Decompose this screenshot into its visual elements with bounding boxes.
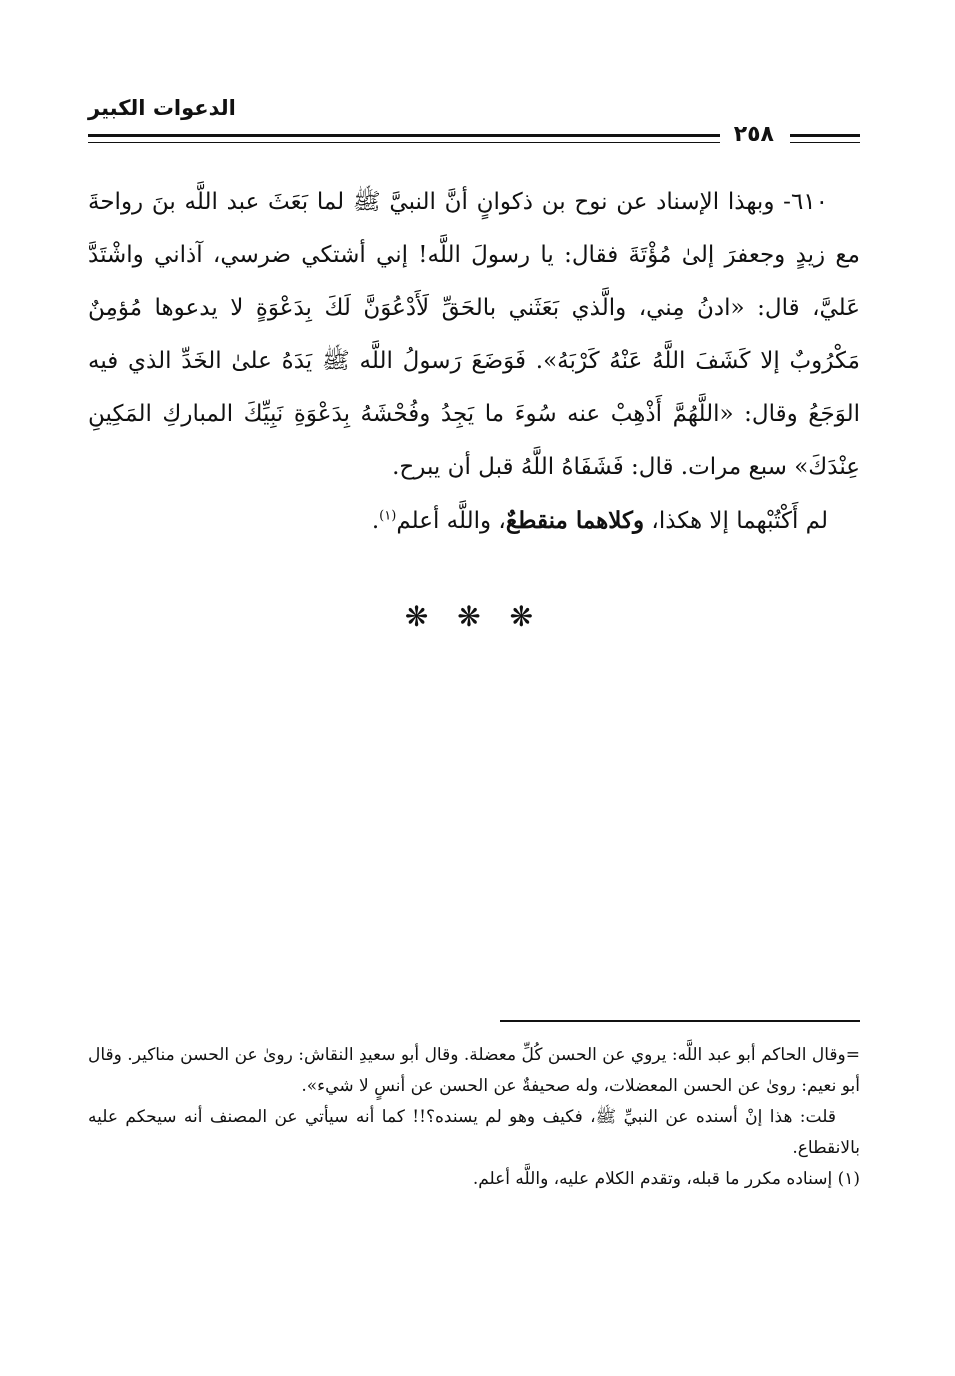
author-note-part1: لم أَكْتُبْهما إلا هكذا، xyxy=(644,508,828,534)
author-note-bold: وكلاهما منقطعٌ xyxy=(505,507,645,534)
running-book-title: الدعوات الكبير xyxy=(88,96,236,120)
header-rule-thick xyxy=(88,134,720,137)
footnote-continued: =وقال الحاكم أبو عبد اللَّه: يروي عن الحسن كُلِّ معضلة. وقال أبو سعيدِ النقاش: روىٰ عن الحسن مناكير. وقال أبو نعيم: روىٰ عن الحسن المعضلات، وله صحيفةٌ عن الحسن عن أنسٍ لا شيء». xyxy=(88,1045,860,1096)
page-header xyxy=(88,96,860,156)
author-note-part2: ، واللَّه أعلم xyxy=(396,508,506,534)
footnote-divider xyxy=(500,1020,860,1022)
author-note xyxy=(88,494,860,548)
footnotes xyxy=(88,1040,860,1195)
hadith-paragraph-610: ٦١٠- وبهذا الإسناد عن نوح بن ذكوانٍ أنَّ النبيَّ ﷺ لما بَعَثَ عبد اللَّه بنَ رواحةَ مع زيدٍ وجعفرَ إلىٰ مُؤْتَةَ فقال: يا رسولَ اللَّه! إني أشتكي ضرسي، آذاني واشْتَدَّ عَليَّ، قال: «ادنُ مِني، والَّذي بَعَثَني بالحَقِّ لَأَدْعُوَنَّ لَكَ بِدَعْوَةٍ لا يدعوها مُؤمِنٌ مَكْرُوبٌ إلا كَشَفَ اللَّهُ عَنْهُ كَرْبَهُ». فَوَضَعَ رَسولُ اللَّه ﷺ يَدَهُ علىٰ الخَدِّ الذي فيه الوَجَعُ وقال: «اللَّهُمَّ أَذْهِبْ عنه سُوءَ ما يَجِدُ وفُحْشَهُ بِدَعْوَةِ نَبِيِّكَ المباركِ المَكِينِ عِنْدَكَ» سبع مرات. قال: فَشَفَاهُ اللَّهُ قبل أن يبرح. xyxy=(88,189,860,480)
author-note-end: . xyxy=(371,508,380,534)
main-text xyxy=(88,176,860,548)
section-separator-stars: ❋ ❋ ❋ xyxy=(404,600,544,633)
footnote-comment: قلت: هذا إنْ أسنده عن النبيِّ ﷺ، فكيف وهو لم يسنده؟!! كما أنه سيأتي عن المصنف أنه سيحكم عليه بالانقطاع. xyxy=(88,1107,860,1158)
header-rule-right-thick xyxy=(790,134,860,137)
page-number: ٢٥٨ xyxy=(733,122,774,147)
header-rule-thin xyxy=(88,142,720,143)
footnote-marker: (١) xyxy=(379,508,397,524)
footnote-1: (١) إسناده مكرر ما قبله، وتقدم الكلام عليه، واللَّه أعلم. xyxy=(472,1169,860,1189)
header-rule-right-thin xyxy=(790,142,860,143)
